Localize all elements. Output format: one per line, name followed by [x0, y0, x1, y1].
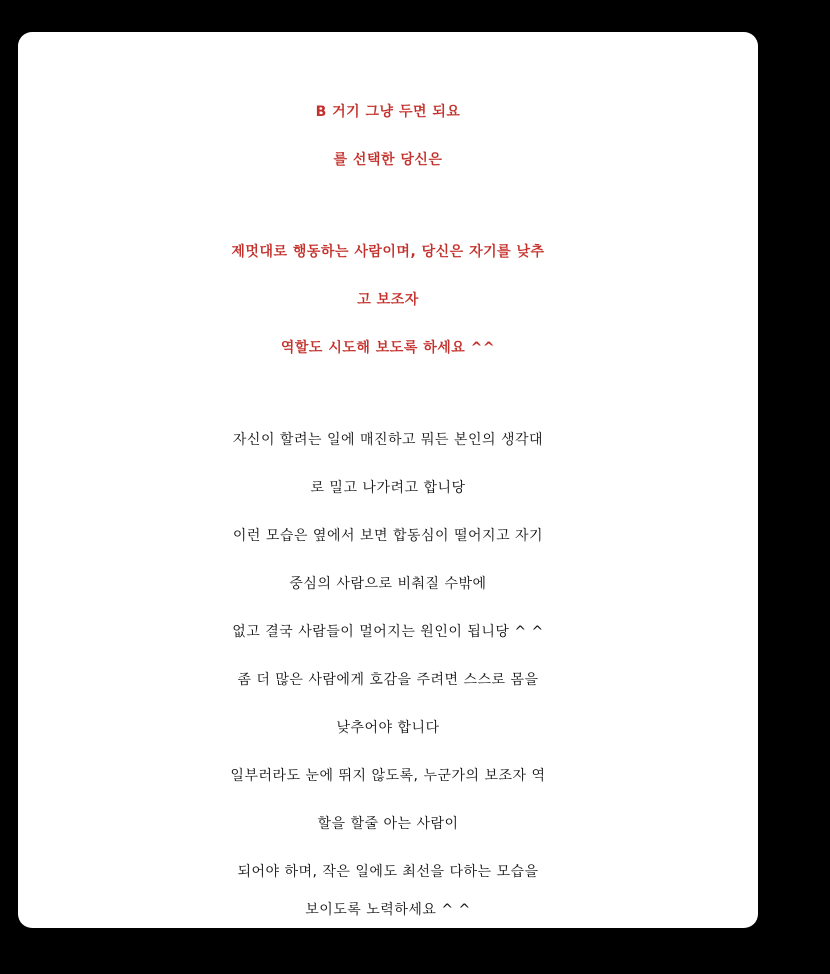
- result-card: [18, 32, 758, 928]
- header-line-2: 를 선택한 당신은: [333, 152, 443, 168]
- body-line-9: 할을 할줄 아는 사람이: [317, 816, 459, 832]
- summary-line-3: 역할도 시도해 보도록 하세요 ^^: [280, 340, 496, 356]
- summary-line-2: 고 보조자: [357, 292, 419, 308]
- body-line-4: 중심의 사람으로 비춰질 수밖에: [289, 576, 487, 592]
- header-line-1: B 거기 그냥 두면 되요: [315, 104, 461, 120]
- body-line-7: 낮추어야 합니다: [336, 720, 440, 736]
- body-line-11: 보이도록 노력하세요 ^ ^: [305, 902, 471, 918]
- summary-line-1: 제멋대로 행동하는 사람이며, 당신은 자기를 낮추: [231, 244, 545, 260]
- body-line-3: 이런 모습은 옆에서 보면 합동심이 떨어지고 자기: [232, 528, 544, 544]
- body-line-10: 되어야 하며, 작은 일에도 최선을 다하는 모습을: [237, 864, 539, 880]
- body-line-5: 없고 결국 사람들이 멀어지는 원인이 됩니당 ^ ^: [232, 624, 544, 640]
- body-line-6: 좀 더 많은 사람에게 호감을 주려면 스스로 몸을: [237, 672, 539, 688]
- body-line-2: 로 밀고 나가려고 합니당: [310, 480, 466, 496]
- body-line-1: 자신이 할려는 일에 매진하고 뭐든 본인의 생각대: [232, 432, 544, 448]
- body-line-8: 일부러라도 눈에 뛰지 않도록, 누군가의 보조자 역: [230, 768, 546, 784]
